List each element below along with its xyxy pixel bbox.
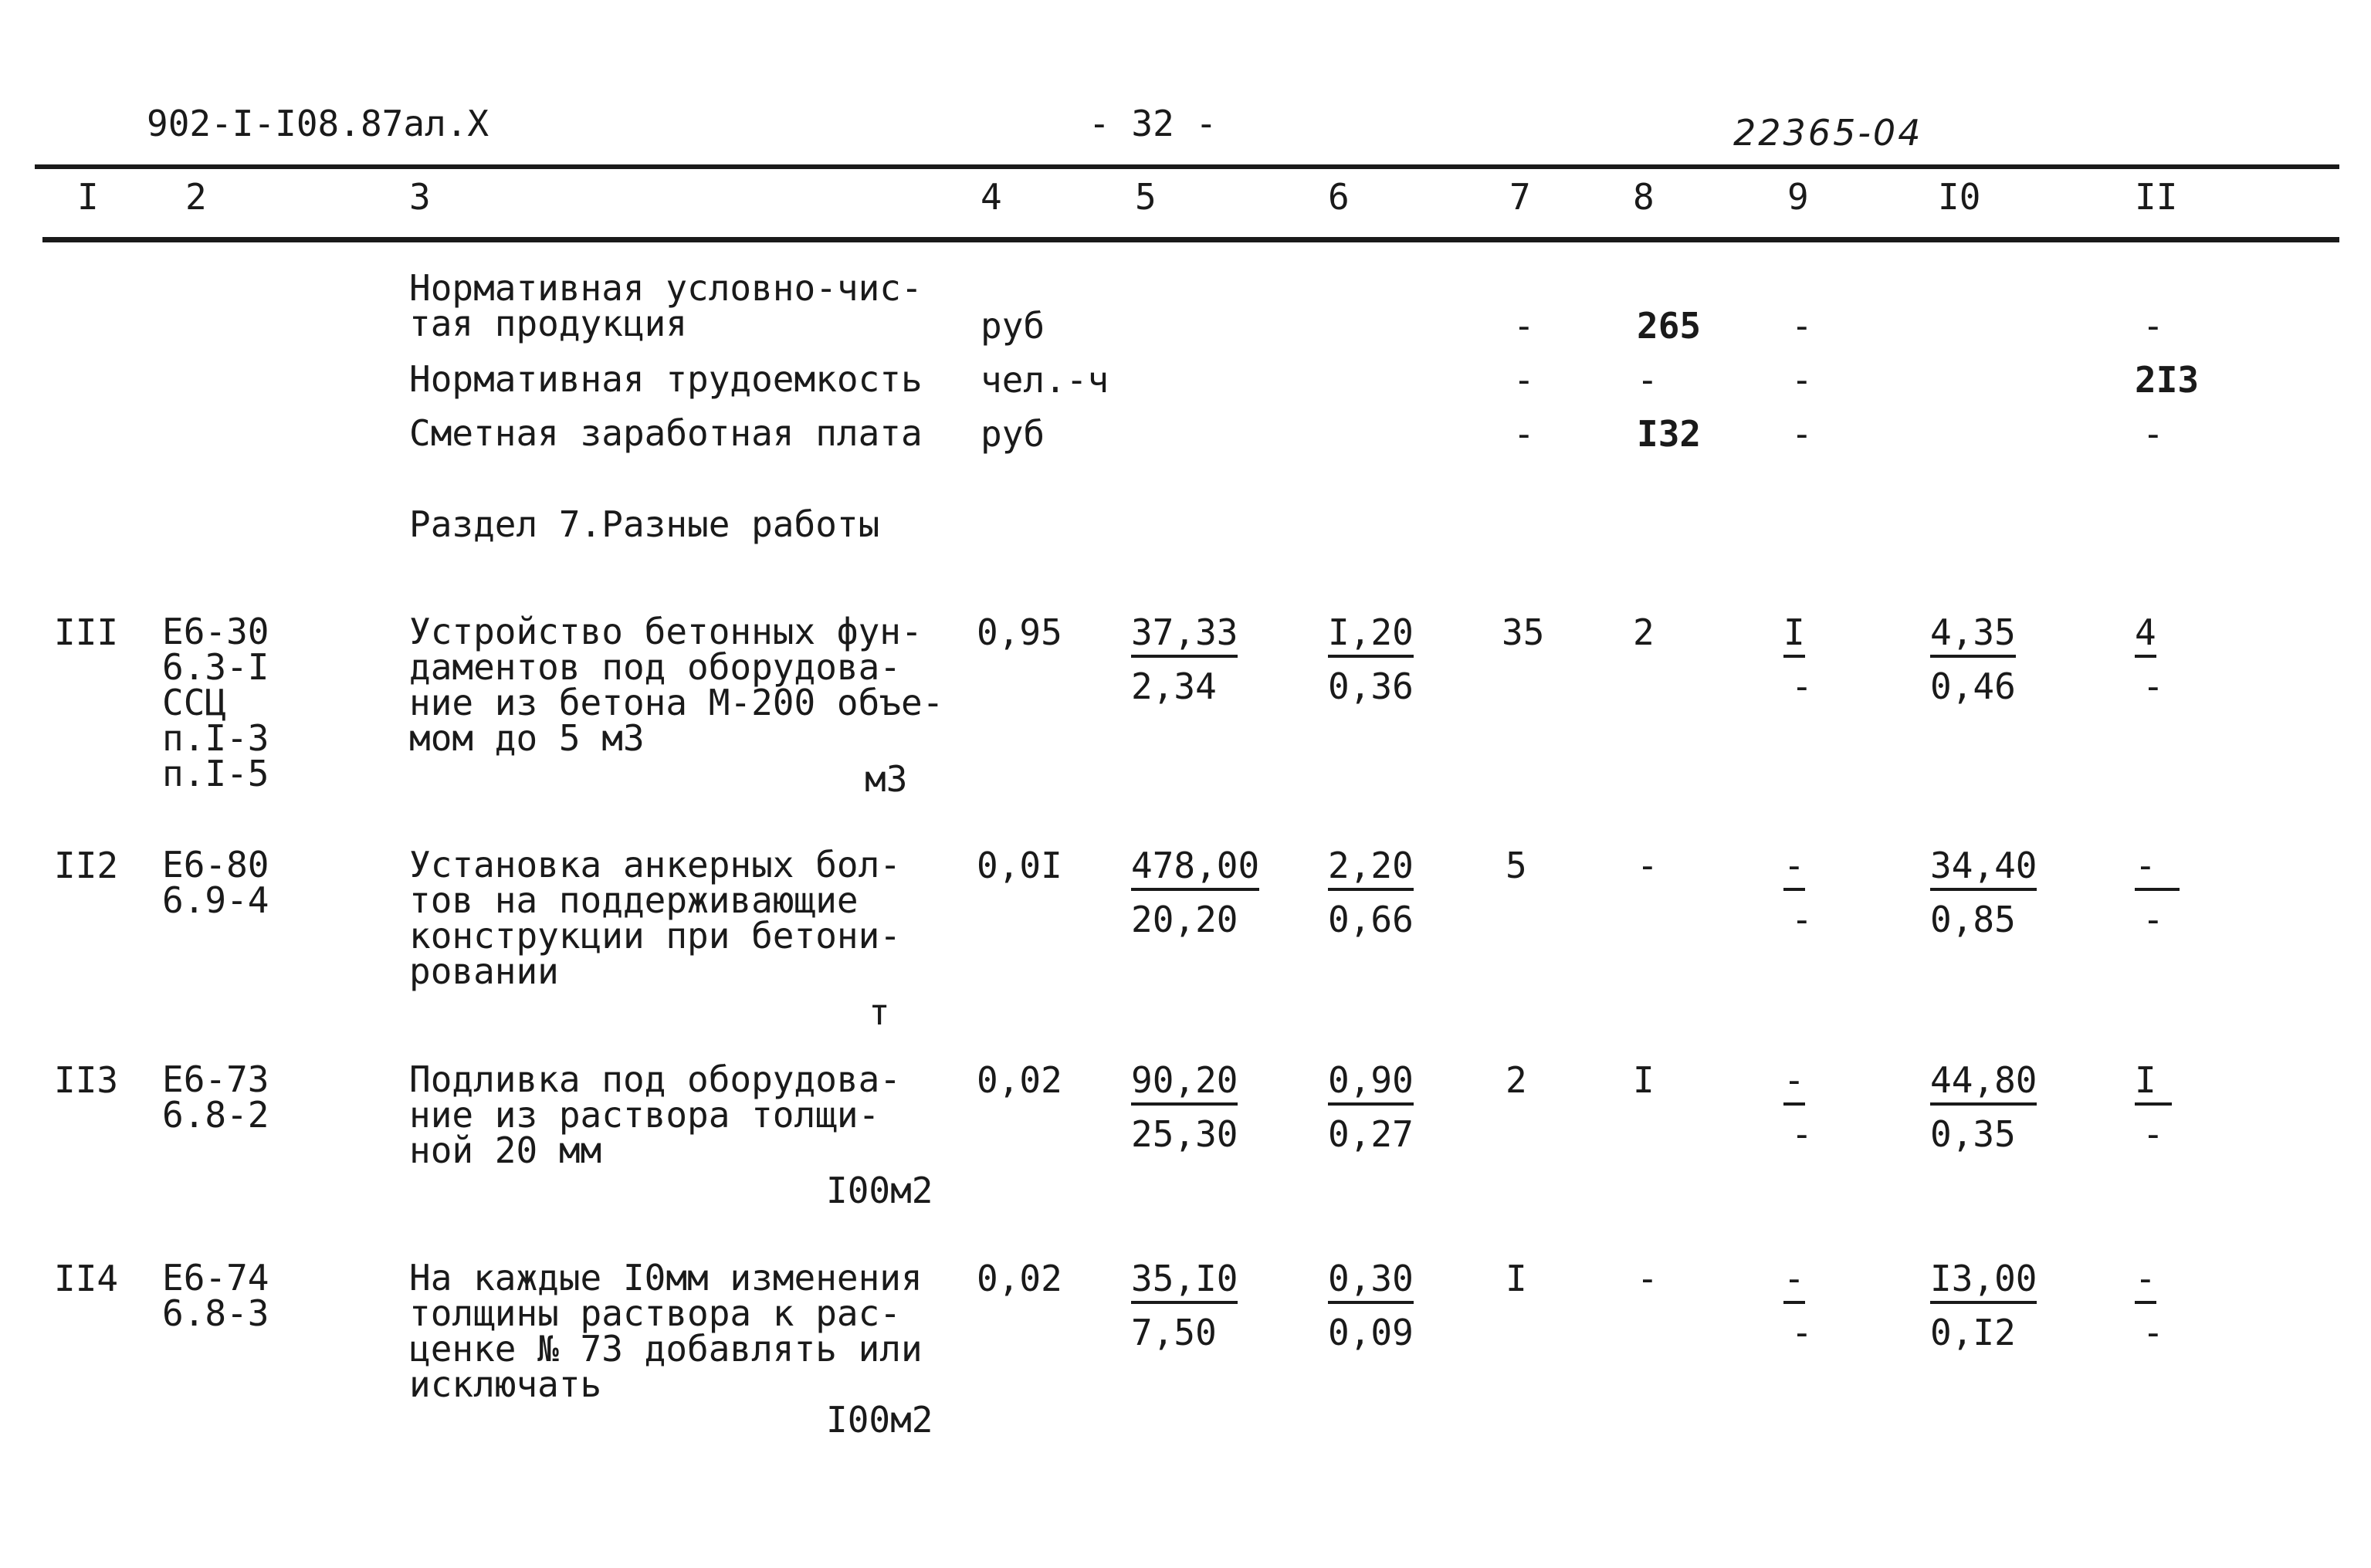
row-c4: 0,02 bbox=[977, 1059, 1062, 1101]
row-c10-bottom: 0,46 bbox=[1930, 665, 2016, 707]
row-unit: I00м2 bbox=[826, 1399, 933, 1441]
summary-c7-wages: - bbox=[1513, 413, 1535, 455]
row-c6-bottom: 0,36 bbox=[1328, 665, 1414, 707]
row-code: Е6-74 6.8-3 bbox=[162, 1257, 269, 1334]
row-c5-bottom: 25,30 bbox=[1131, 1113, 1238, 1155]
row-c8: 2 bbox=[1633, 611, 1655, 653]
summary-label-production: Нормативная условно-чис- тая продукция bbox=[409, 267, 923, 344]
row-c11-bottom: - bbox=[2142, 1113, 2164, 1155]
row-c4: 0,0I bbox=[977, 845, 1062, 886]
summary-unit-labor: чел.-ч bbox=[981, 359, 1109, 401]
row-c9-top: - bbox=[1783, 1059, 1805, 1106]
row-c6-top: 2,20 bbox=[1328, 845, 1414, 891]
row-c5-top: 90,20 bbox=[1131, 1059, 1238, 1106]
row-c9-top: - bbox=[1783, 845, 1805, 891]
row-description: Установка анкерных бол- тов на поддерживающие конструкции при бетони- ровании bbox=[409, 844, 901, 992]
row-code: Е6-80 6.9-4 bbox=[162, 844, 269, 921]
handwritten-document-number: 22365-04 bbox=[1733, 112, 1923, 154]
summary-c9-labor: - bbox=[1791, 359, 1813, 401]
row-c6-top: I,20 bbox=[1328, 611, 1414, 658]
row-unit: т bbox=[869, 991, 890, 1033]
row-c6-top: 0,30 bbox=[1328, 1258, 1414, 1304]
col-header-5: 5 bbox=[1135, 176, 1157, 218]
row-c5-top: 478,00 bbox=[1131, 845, 1259, 891]
row-c5-bottom: 2,34 bbox=[1131, 665, 1217, 707]
row-c11-top: 4 bbox=[2135, 611, 2156, 658]
row-c8: - bbox=[1637, 1258, 1658, 1299]
row-c8: - bbox=[1637, 845, 1658, 886]
summary-label-wages: Сметная заработная плата bbox=[409, 412, 923, 454]
row-code: Е6-30 6.3-I ССЦ п.I-3 п.I-5 bbox=[162, 611, 269, 794]
row-c5-bottom: 7,50 bbox=[1131, 1312, 1217, 1353]
row-c11-bottom: - bbox=[2142, 665, 2164, 707]
row-c7: 2 bbox=[1506, 1059, 1527, 1101]
row-c10-top: 4,35 bbox=[1930, 611, 2016, 658]
row-description: Подливка под оборудова- ние из раствора толщи- ной 20 мм bbox=[409, 1058, 901, 1171]
col-header-11: II bbox=[2135, 176, 2178, 218]
row-c8: I bbox=[1633, 1059, 1655, 1101]
row-c6-bottom: 0,66 bbox=[1328, 899, 1414, 940]
summary-c7-production: - bbox=[1513, 305, 1535, 347]
col-header-3: 3 bbox=[409, 176, 431, 218]
row-c9-top: I bbox=[1783, 611, 1805, 658]
col-header-2: 2 bbox=[185, 176, 207, 218]
row-number: II2 bbox=[54, 845, 119, 886]
summary-label-labor: Нормативная трудоемкость bbox=[409, 358, 923, 400]
row-c5-bottom: 20,20 bbox=[1131, 899, 1238, 940]
row-c10-top: 44,80 bbox=[1930, 1059, 2037, 1106]
row-c10-bottom: 0,85 bbox=[1930, 899, 2016, 940]
row-c4: 0,02 bbox=[977, 1258, 1062, 1299]
row-c10-bottom: 0,I2 bbox=[1930, 1312, 2016, 1353]
row-c6-bottom: 0,27 bbox=[1328, 1113, 1414, 1155]
row-c11-top: - bbox=[2135, 1258, 2156, 1304]
summary-c8-labor: - bbox=[1637, 359, 1658, 401]
row-c11-bottom: - bbox=[2142, 899, 2164, 940]
document-code: 902-I-I08.87ал.X bbox=[147, 103, 489, 144]
row-c10-bottom: 0,35 bbox=[1930, 1113, 2016, 1155]
row-c10-top: 34,40 bbox=[1930, 845, 2037, 891]
summary-c11-labor: 2I3 bbox=[2135, 359, 2200, 401]
summary-c8-wages: I32 bbox=[1637, 413, 1702, 455]
row-c11-bottom: - bbox=[2142, 1312, 2164, 1353]
row-c9-bottom: - bbox=[1791, 1113, 1813, 1155]
col-header-4: 4 bbox=[981, 176, 1002, 218]
row-c5-top: 37,33 bbox=[1131, 611, 1238, 658]
row-c7: 35 bbox=[1502, 611, 1545, 653]
row-number: III bbox=[54, 611, 119, 653]
summary-c9-production: - bbox=[1791, 305, 1813, 347]
header-top-rule bbox=[35, 164, 2339, 169]
summary-c11-production: - bbox=[2142, 305, 2164, 347]
page-number: - 32 - bbox=[1089, 103, 1218, 144]
col-header-10: I0 bbox=[1938, 176, 1981, 218]
row-c11-top: - bbox=[2135, 845, 2180, 891]
summary-unit-production: руб bbox=[981, 305, 1045, 347]
row-c6-bottom: 0,09 bbox=[1328, 1312, 1414, 1353]
row-c9-bottom: - bbox=[1791, 899, 1813, 940]
summary-c7-labor: - bbox=[1513, 359, 1535, 401]
header-bottom-rule bbox=[42, 237, 2339, 242]
row-c5-top: 35,I0 bbox=[1131, 1258, 1238, 1304]
row-c9-top: - bbox=[1783, 1258, 1805, 1304]
row-c9-bottom: - bbox=[1791, 665, 1813, 707]
section-title: Раздел 7.Разные работы bbox=[409, 503, 880, 545]
col-header-6: 6 bbox=[1328, 176, 1350, 218]
summary-c8-production: 265 bbox=[1637, 305, 1702, 347]
summary-c11-wages: - bbox=[2142, 413, 2164, 455]
summary-c9-wages: - bbox=[1791, 413, 1813, 455]
row-unit: I00м2 bbox=[826, 1170, 933, 1211]
row-c6-top: 0,90 bbox=[1328, 1059, 1414, 1106]
col-header-9: 9 bbox=[1787, 176, 1809, 218]
row-c11-top: I bbox=[2135, 1059, 2172, 1106]
row-description: На каждые I0мм изменения толщины раствора к рас- ценке № 73 добавлять или исключать bbox=[409, 1257, 923, 1405]
summary-unit-wages: руб bbox=[981, 413, 1045, 455]
row-description: Устройство бетонных фун- даментов под оборудова- ние из бетона М-200 объе- мом до 5 м3 bbox=[409, 611, 944, 759]
row-c4: 0,95 bbox=[977, 611, 1062, 653]
row-number: II3 bbox=[54, 1059, 119, 1101]
col-header-7: 7 bbox=[1509, 176, 1531, 218]
row-unit: м3 bbox=[865, 758, 908, 800]
row-c7: 5 bbox=[1506, 845, 1527, 886]
row-number: II4 bbox=[54, 1258, 119, 1299]
row-c9-bottom: - bbox=[1791, 1312, 1813, 1353]
row-c10-top: I3,00 bbox=[1930, 1258, 2037, 1304]
col-header-1: I bbox=[77, 176, 99, 218]
row-c7: I bbox=[1506, 1258, 1527, 1299]
col-header-8: 8 bbox=[1633, 176, 1655, 218]
row-code: Е6-73 6.8-2 bbox=[162, 1058, 269, 1136]
